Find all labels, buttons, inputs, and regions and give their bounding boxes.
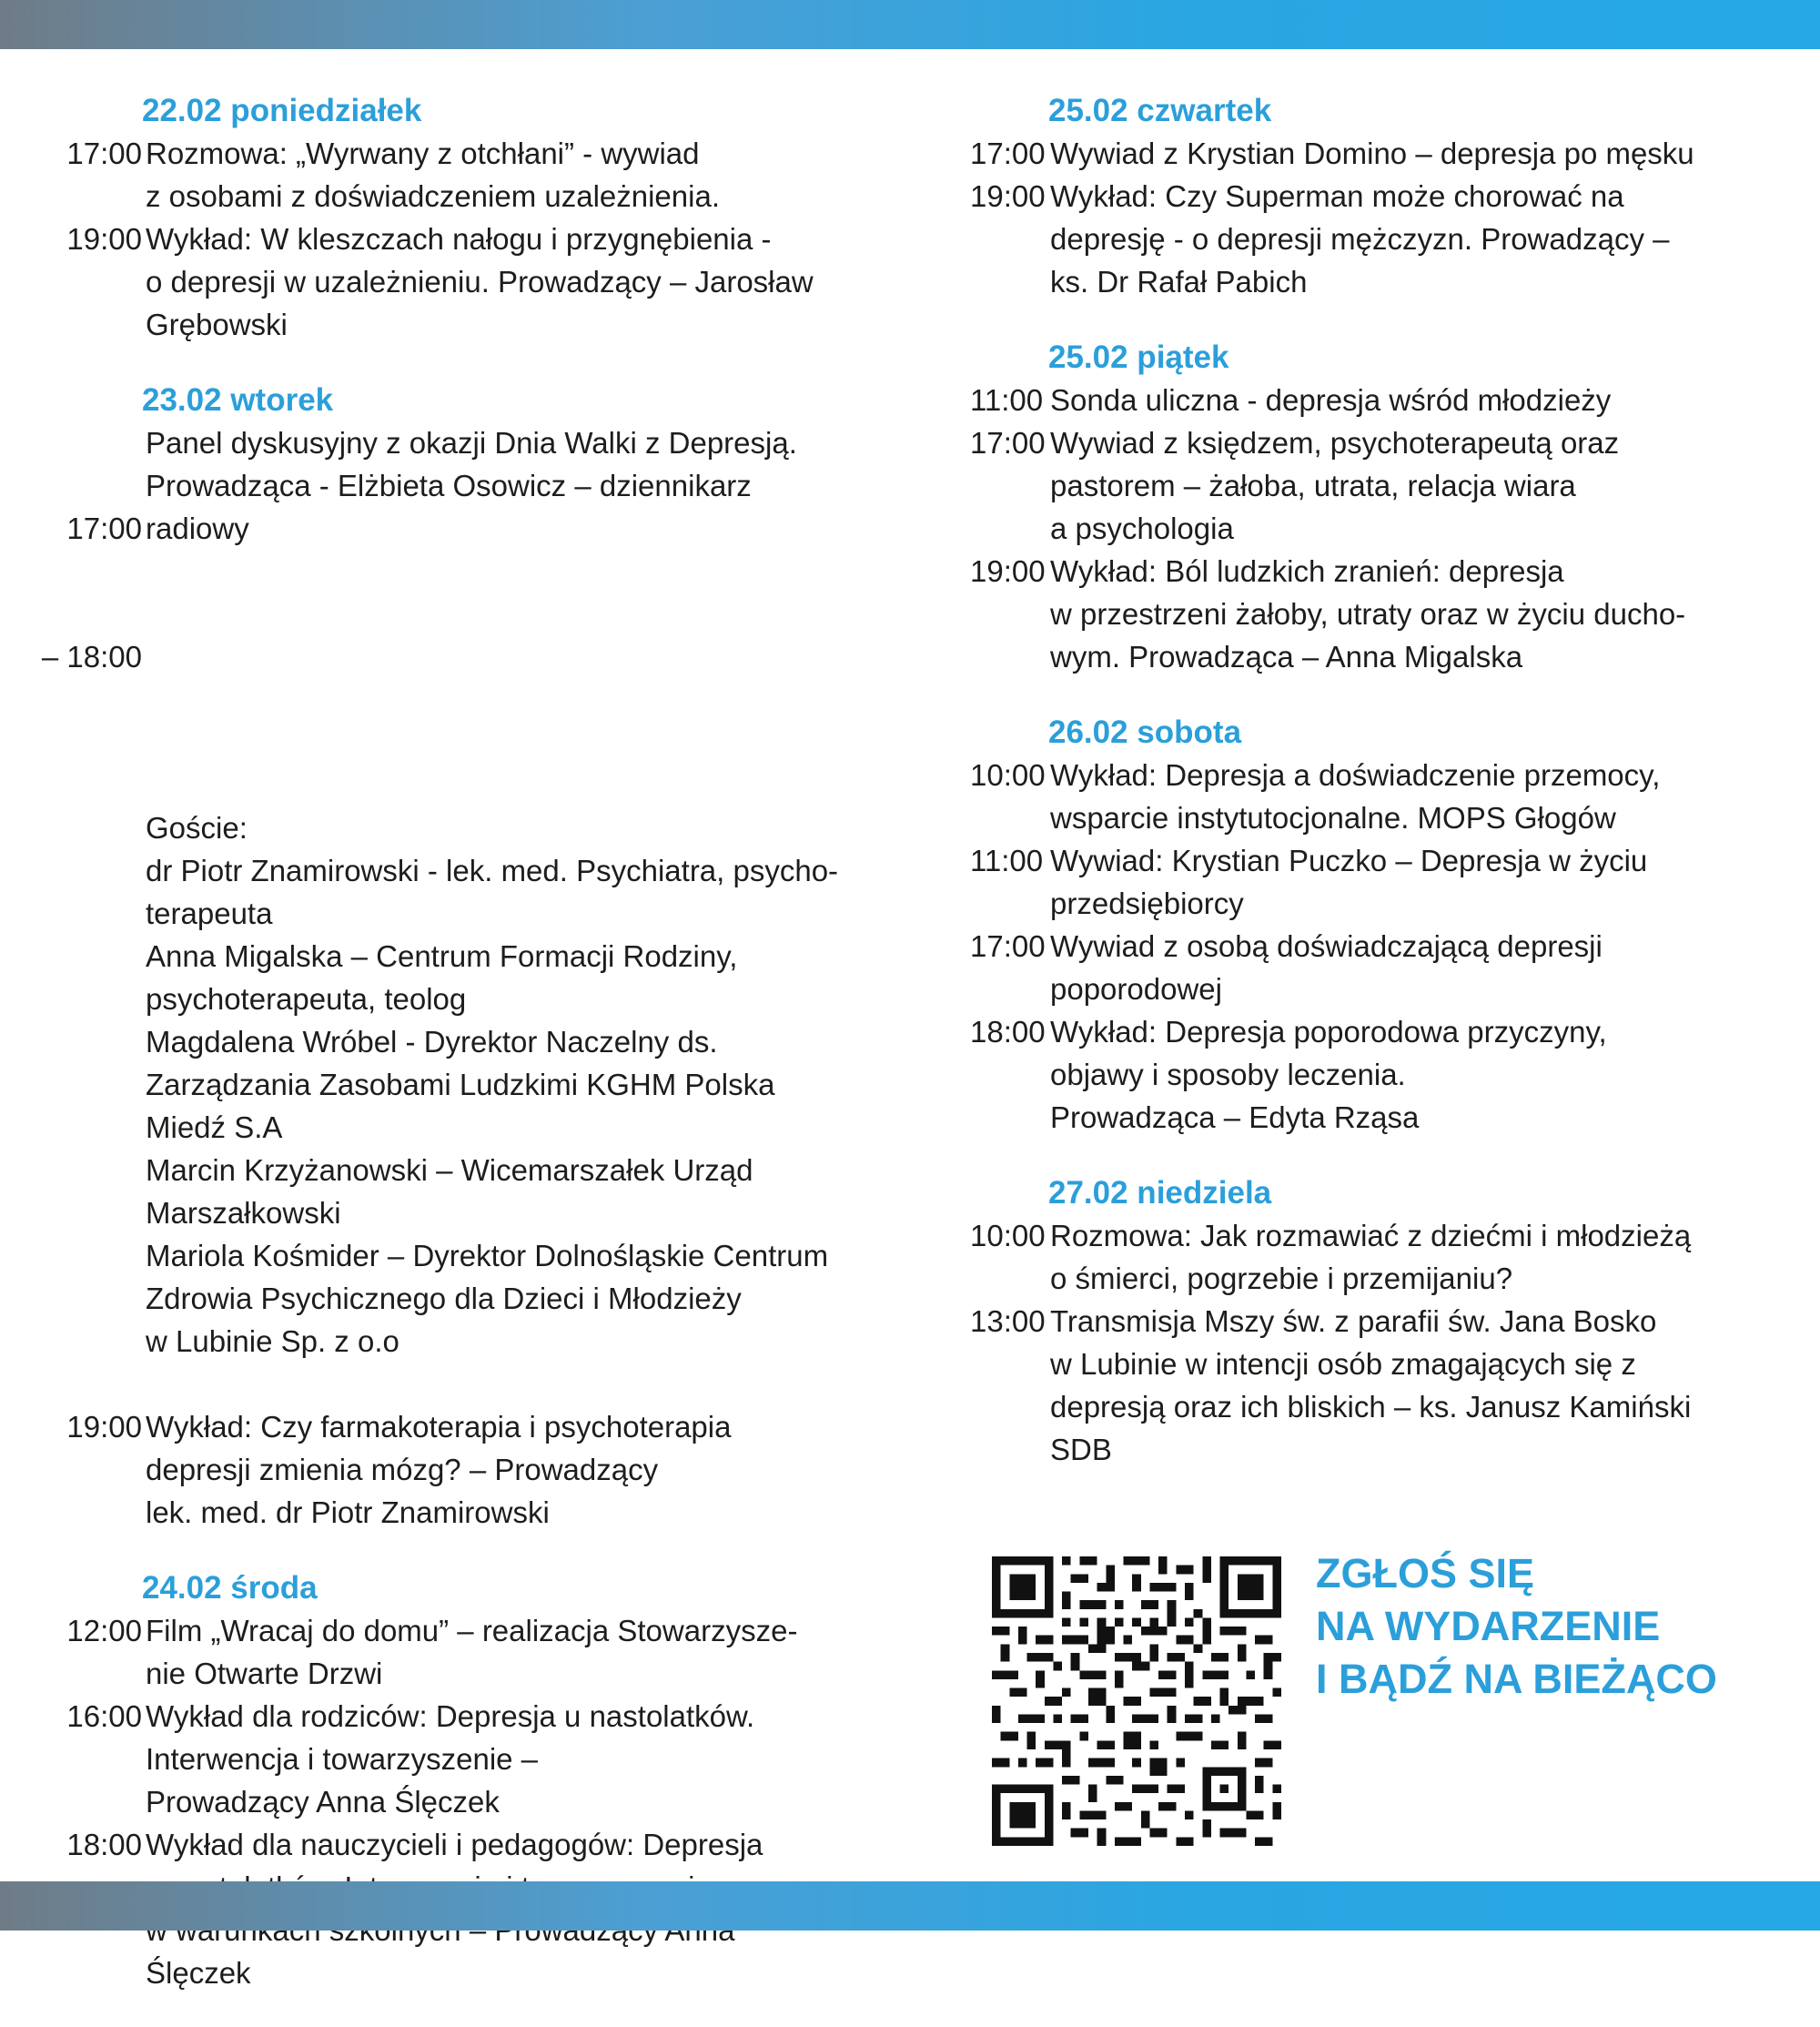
event-text: Prowadząca - Elżbieta Osowicz – dziennikarz — [146, 469, 752, 502]
event-time: 19:00 — [66, 222, 142, 256]
event-entry — [64, 218, 846, 346]
day-26-02 — [970, 711, 1771, 1139]
event-text: Wywiad: Krystian Puczko – Depresja w życiu — [1050, 844, 1648, 877]
day-title: 27.02 niedziela — [1048, 1175, 1272, 1211]
event-text: lek. med. dr Piotr Znamirowski — [146, 1495, 550, 1529]
event-entry — [64, 1609, 846, 1695]
event-time: 13:00 — [970, 1304, 1046, 1338]
event-entry — [970, 925, 1771, 1010]
guest-line: dr Piotr Znamirowski - lek. med. Psychiatra, psycho- — [146, 854, 839, 887]
event-text: Prowadząca – Edyta Rząsa — [1050, 1100, 1420, 1134]
event-text: wym. Prowadząca – Anna Migalska — [1050, 640, 1523, 674]
event-time: 17:00 — [66, 137, 142, 170]
event-text: radiowy — [146, 512, 249, 545]
event-text: Wywiad z osobą doświadczającą depresji — [1050, 929, 1603, 963]
event-entry — [970, 1010, 1771, 1139]
event-text: w przestrzeni żałoby, utraty oraz w życiu ducho- — [1050, 597, 1686, 631]
top-color-band — [0, 0, 1820, 49]
guest-line: w Lubinie Sp. z o.o — [146, 1324, 399, 1358]
event-text: Wykład: Czy farmakoterapia i psychoterapia — [146, 1410, 732, 1444]
guest-line: Zdrowia Psychicznego dla Dzieci i Młodzieży — [146, 1282, 742, 1315]
day-title: 23.02 wtorek — [142, 382, 334, 418]
event-text: depresję - o depresji mężczyzn. Prowadzący – — [1050, 222, 1670, 256]
event-time: 17:00 — [66, 512, 142, 545]
event-text: SDB — [1050, 1433, 1112, 1466]
event-text: Wykład: Czy Superman może chorować na — [1050, 179, 1624, 213]
event-time: 19:00 — [970, 179, 1046, 213]
event-entry — [64, 132, 846, 218]
event-text: Grębowski — [146, 308, 288, 341]
guest-line: Marcin Krzyżanowski – Wicemarszałek Urząd — [146, 1153, 753, 1187]
event-entry — [970, 175, 1771, 303]
event-text: Wykład dla rodziców: Depresja u nastolatków. — [146, 1699, 755, 1733]
event-text: Wykład dla nauczycieli i pedagogów: Depresja — [146, 1828, 763, 1861]
guest-line: Anna Migalska – Centrum Formacji Rodziny, — [146, 939, 738, 973]
event-time: 11:00 — [970, 383, 1044, 417]
guest-line: Mariola Kośmider – Dyrektor Dolnośląskie Centrum — [146, 1239, 829, 1272]
event-time: 11:00 — [970, 844, 1044, 877]
schedule-right-column — [970, 89, 1771, 1504]
event-text: a psychologia — [1050, 512, 1234, 545]
event-text: o śmierci, pogrzebie i przemijaniu? — [1050, 1262, 1513, 1295]
day-title: 25.02 piątek — [1048, 340, 1229, 375]
event-time: 19:00 — [970, 554, 1046, 588]
event-time: 10:00 — [970, 1219, 1046, 1252]
event-text: Film „Wracaj do domu” – realizacja Stowarzysze- — [146, 1614, 798, 1647]
event-entry — [970, 1214, 1771, 1300]
schedule-left-column — [41, 89, 846, 2027]
qr-code-icon[interactable] — [992, 1556, 1281, 1846]
event-text: Wywiad z Krystian Domino – depresja po męsku — [1050, 137, 1694, 170]
event-text: Wykład: Ból ludzkich zranień: depresja — [1050, 554, 1564, 588]
cta-line: ZGŁOŚ SIĘ — [1316, 1550, 1535, 1596]
event-text: z osobami z doświadczeniem uzależnienia. — [146, 179, 720, 213]
event-time: 10:00 — [970, 758, 1046, 792]
day-25-02-thursday — [970, 89, 1771, 303]
event-time: 17:00 — [970, 929, 1046, 963]
event-text: Wykład: W kleszczach nałogu i przygnębienia - — [146, 222, 772, 256]
day-27-02 — [970, 1171, 1771, 1471]
event-text: Panel dyskusyjny z okazji Dnia Walki z Depresją. — [146, 426, 797, 460]
event-entry — [64, 1695, 846, 1823]
guest-line: terapeuta — [146, 897, 273, 930]
event-text: o depresji w uzależnieniu. Prowadzący – Jarosław — [146, 265, 814, 299]
event-entry — [970, 421, 1771, 550]
event-entry — [970, 1300, 1771, 1471]
day-23-02 — [41, 379, 846, 1534]
event-text: Sonda uliczna - depresja wśród młodzieży — [1050, 383, 1612, 417]
event-text: Wywiad z księdzem, psychoterapeutą oraz — [1050, 426, 1620, 460]
guest-line: Marszałkowski — [146, 1196, 341, 1230]
event-text: depresją oraz ich bliskich – ks. Janusz Kamiński — [1050, 1390, 1692, 1424]
day-title: 22.02 poniedziałek — [142, 93, 422, 128]
guest-line: Zarządzania Zasobami Ludzkimi KGHM Polska — [146, 1068, 775, 1101]
event-time: 18:00 — [66, 1828, 142, 1861]
event-entry — [64, 1405, 846, 1534]
event-entry — [970, 132, 1771, 175]
event-entry — [970, 754, 1771, 839]
day-title: 25.02 czwartek — [1048, 93, 1272, 128]
event-text: depresji zmienia mózg? – Prowadzący — [146, 1453, 659, 1486]
day-title: 24.02 środa — [142, 1570, 318, 1606]
bottom-color-band — [0, 1881, 1820, 1931]
event-time: 12:00 — [66, 1614, 142, 1647]
event-text: Transmisja Mszy św. z parafii św. Jana Bosko — [1050, 1304, 1657, 1338]
event-text: przedsiębiorcy — [1050, 887, 1244, 920]
event-text: ks. Dr Rafał Pabich — [1050, 265, 1308, 299]
event-time: 18:00 — [970, 1015, 1046, 1049]
cta-line: NA WYDARZENIE — [1316, 1603, 1661, 1649]
event-text: Wykład: Depresja poporodowa przyczyny, — [1050, 1015, 1607, 1049]
event-text: Interwencja i towarzyszenie – — [146, 1742, 539, 1776]
guest-line: psychoterapeuta, teolog — [146, 982, 467, 1016]
event-text: objawy i sposoby leczenia. — [1050, 1058, 1406, 1091]
event-entry — [41, 421, 846, 764]
event-entry — [970, 379, 1771, 421]
event-time: 17:00 — [970, 137, 1046, 170]
cta-line: I BĄDŹ NA BIEŻĄCO — [1316, 1656, 1717, 1702]
event-text: Wykład: Depresja a doświadczenie przemocy, — [1050, 758, 1661, 792]
event-text: Ślęczek — [146, 1956, 251, 1990]
event-text: nie Otwarte Drzwi — [146, 1657, 383, 1690]
event-text: Prowadzący Anna Ślęczek — [146, 1785, 500, 1819]
guest-line: Miedź S.A — [146, 1110, 283, 1144]
event-time: 16:00 — [66, 1699, 142, 1733]
event-text: pastorem – żałoba, utrata, relacja wiara — [1050, 469, 1576, 502]
guests-list — [146, 806, 846, 1363]
guests-heading: Goście: — [146, 811, 248, 845]
event-time: 19:00 — [66, 1410, 142, 1444]
day-25-02-friday — [970, 336, 1771, 678]
event-time: 17:00 — [970, 426, 1046, 460]
register-call-to-action — [1316, 1547, 1789, 1706]
event-entry — [970, 550, 1771, 678]
event-time-end: – 18:00 — [41, 640, 142, 674]
event-entry — [970, 839, 1771, 925]
event-text: w Lubinie w intencji osób zmagających się z — [1050, 1347, 1636, 1381]
event-text: Rozmowa: Jak rozmawiać z dziećmi i młodzieżą — [1050, 1219, 1692, 1252]
event-text: wsparcie instytutocjonalne. MOPS Głogów — [1050, 801, 1616, 835]
event-text: Rozmowa: „Wyrwany z otchłani” - wywiad — [146, 137, 700, 170]
guest-line: Magdalena Wróbel - Dyrektor Naczelny ds. — [146, 1025, 718, 1059]
day-title: 26.02 sobota — [1048, 715, 1242, 750]
event-text: poporodowej — [1050, 972, 1222, 1006]
day-22-02 — [64, 89, 846, 346]
